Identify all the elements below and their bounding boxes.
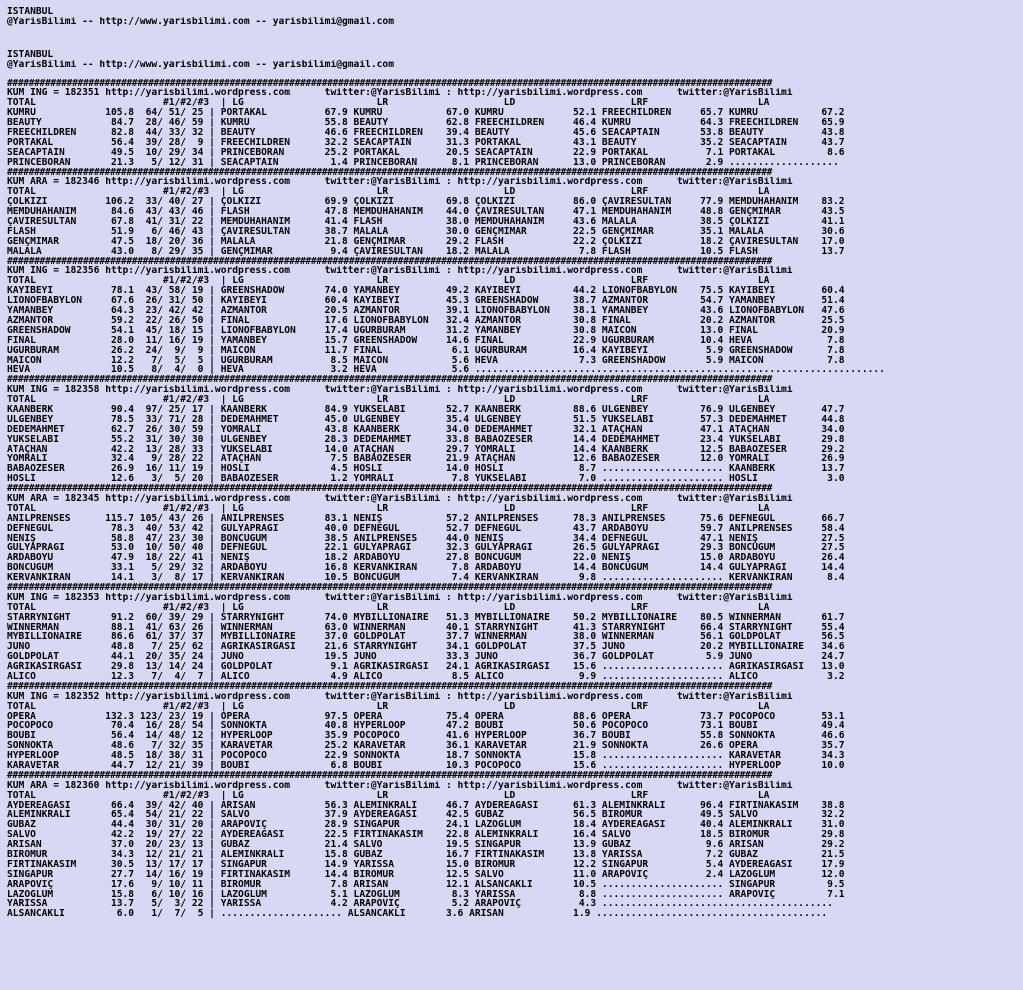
report-page: [7, 7, 1019, 919]
table-row: KAYIBEYİ 78.1 43/ 58/ 19 | GREENSHADOW 74.0 YAMANBEY 49.2 KAYIBEYİ 44.2 LIONOFBABYLON 75.5 KAYIBEYİ 60.4: [7, 286, 845, 297]
table-row: BABAÖZESER 26.9 16/ 11/ 19 | HOSLİ 4.5 HOSLİ 14.0 HOSLİ 8.7 ..................... KAANBERK 13.7: [7, 464, 845, 475]
table-row: ATAÇHAN 42.2 13/ 28/ 33 | YÜKSELABİ 14.0 ATAÇHAN 29.7 YOMRALI 14.4 KAANBERK 12.5 BABAÖZESER 29.2: [7, 444, 845, 455]
hash-rule: #############################################################################################################################################: [7, 78, 773, 89]
table-row: WINNERMAN 88.1 41/ 63/ 26 | WINNERMAN 63.0 WINNERMAN 40.1 STARRYNIGHT 41.3 STARRYNIGHT 66.4 STARRYNIGHT 55.4: [7, 622, 845, 633]
race-block: [7, 484, 1019, 583]
table-row: GULYAPRAĞI 53.0 10/ 50/ 40 | DEFNEGÜL 22.1 GULYAPRAĞI 32.3 GULYAPRAĞI 26.5 GULYAPRAĞI 29.3 BONCUGUM 27.5: [7, 543, 845, 554]
column-header: TOTAL #1/#2/#3 | LG LR LD LRF LA: [7, 395, 770, 405]
race-block: [7, 583, 1019, 682]
table-row: FİNAL 28.0 11/ 16/ 19 | YAMANBEY 15.7 GREENSHADOW 14.6 FİNAL 22.9 UGURBURAM 10.4 HEVA 7.8: [7, 335, 845, 346]
table-row: KARAVETAR 44.7 12/ 21/ 39 | BOUBI 6.8 BOUBI 10.3 POCOPOCO 15.6 ..................... HYPERLOOP 10.0: [7, 761, 845, 771]
race-title: KUM ING = 182356 http://yarisbilimi.wordpress.com twitter:@YarisBilimi : http://yarisbilimi.wordpress.com twitter:@YarisBilimi: [7, 266, 793, 277]
header-gap-2: [7, 70, 1019, 79]
table-row: ARAPOVİÇ 17.6 9/ 10/ 11 | BİROMUR 7.8 ARİSAN 12.1 ALSANCAKLI 10.5 ..................... SİNGAPUR 9.5: [7, 879, 845, 890]
race-blocks: [7, 79, 1019, 920]
race-block: [7, 771, 1019, 919]
table-row: HYPERLOOP 48.5 18/ 38/ 31 | POCOPOCO 22.9 SONNOKTA 18.7 SONNOKTA 15.8 ..................... KARAVETAR 34.3: [7, 751, 845, 762]
column-header: TOTAL #1/#2/#3 | LG LR LD LRF LA: [7, 602, 770, 613]
table-row: OPERA 132.3 123/ 23/ 19 | OPERA 97.5 OPERA 75.4 OPERA 88.6 OPERA 73.7 POCOPOCO 53.1: [7, 711, 845, 722]
table-row: LAZOGLUM 15.8 6/ 10/ 16 | LAZOGLUM 5.1 LAZOGLUM 8.3 YARISSA 8.8 ..................... ARAPOVİÇ 7.1: [7, 889, 845, 900]
table-row: ARDABOYU 47.9 18/ 22/ 41 | NENİŞ 18.2 ARDABOYU 27.8 BONCUGUM 22.0 NENİŞ 15.0 ARDABOYU 26.4: [7, 553, 845, 564]
table-row: AYDEREAĞASI 66.4 39/ 42/ 40 | ARISAN 56.3 ALEMİNKRALI 46.7 AYDEREAĞASI 61.3 ALEMİNKRALI 96.4 FIRTINAKASIM 38.8: [7, 800, 845, 811]
table-row: ARİSAN 37.0 20/ 23/ 13 | GUBAZ 21.4 SALVO 19.5 SİNGAPUR 13.9 GUBAZ 9.6 ARİSAN 29.2: [7, 840, 845, 851]
header-city: ISTANBUL: [7, 7, 54, 17]
table-row: FREECHILDREN 82.8 44/ 33/ 32 | BEAUTY 46.6 FREECHILDREN 39.4 BEAUTY 45.6 SEACAPTAIN 53.8 BEAUTY 43.8: [7, 128, 845, 138]
table-row: BONCUGUM 33.1 5/ 29/ 32 | ARDABOYU 16.8 KERVANKIRAN 7.8 ARDABOYU 14.4 BONCUGUM 14.4 GULYAPRAĞI 14.4: [7, 563, 845, 574]
race-title: KUM ARA = 182345 http://yarisbilimi.wordpress.com twitter:@YarisBilimi : http://yarisbilimi.wordpress.com twitter:@YarisBilimi: [7, 493, 793, 504]
table-row: SALVO 42.2 19/ 27/ 22 | AYDEREAĞASI 22.5 FIRTINAKASIM 22.8 ALEMİNKRALI 16.4 SALVO 18.5 BİROMUR 29.8: [7, 830, 845, 841]
column-header: TOTAL #1/#2/#3 | LG LR LD LRF LA: [7, 701, 770, 712]
table-row: BOUBI 56.4 14/ 48/ 12 | HYPERLOOP 35.9 POCOPOCO 41.6 HYPERLOOP 36.7 BOUBI 55.8 SONNOKTA 46.6: [7, 731, 845, 742]
table-row: LIONOFBABYLON 67.6 26/ 31/ 50 | KAYIBEYİ 60.4 KAYIBEYİ 45.3 GREENSHADOW 38.7 AZMANTOR 54.7 YAMANBEY 51.4: [7, 296, 845, 307]
column-header: TOTAL #1/#2/#3 | LG LR LD LRF LA: [7, 503, 770, 514]
table-row: DEFNEGÜL 78.3 40/ 53/ 42 | GULYAPRAGI 40.0 DEFNEGÜL 52.7 DEFNEGÜL 43.7 ARDABOYU 59.7 ANILPRENSES 58.4: [7, 523, 845, 534]
table-row: ÇAVIRESULTAN 67.8 41/ 31/ 22 | MEMDUHAHANIM 41.4 FLASH 38.0 MEMDUHAHANIM 43.6 MALALA 38.5 ÇOLKIZI 41.1: [7, 217, 845, 227]
table-row: PORTAKAL 56.4 39/ 28/ 9 | FREECHILDREN 32.2 SEACAPTAIN 31.3 PORTAKAL 43.1 BEAUTY 35.2 SEACAPTAIN 43.7: [7, 137, 845, 148]
table-row: GREENSHADOW 54.1 45/ 18/ 15 | LIONOFBABYLON 17.4 UGURBURAM 31.2 YAMANBEY 30.8 MAİCON 13.0 FİNAL 20.9: [7, 325, 845, 336]
table-row: SONNOKTA 48.6 7/ 32/ 35 | KARAVETAR 25.2 KARAVETAR 36.1 KARAVETAR 21.9 SONNOKTA 26.6 OPERA 35.7: [7, 741, 845, 752]
table-row: YOMRALI 32.4 9/ 28/ 22 | ATAÇHAN 7.5 BABAÖZESER 21.9 ATAÇHAN 12.6 BABAÖZESER 12.0 YOMRALI 26.9: [7, 454, 845, 465]
table-row: YÜKSELABİ 55.2 31/ 30/ 30 | ÜLGENBEY 28.3 DEDEMAHMET 33.8 BABAÖZESER 14.4 DEDEMAHMET 23.4 YÜKSELABİ 29.8: [7, 434, 845, 445]
race-title: KUM ING = 182352 http://yarisbilimi.wordpress.com twitter:@YarisBilimi : http://yarisbilimi.wordpress.com twitter:@YarisBilimi: [7, 691, 793, 702]
race-title: KUM ARA = 182346 http://yarisbilimi.wordpress.com twitter:@YarisBilimi : http://yarisbilimi.wordpress.com twitter:@YarisBilimi: [7, 177, 793, 188]
table-row: ÇOLKIZI 106.2 33/ 40/ 27 | ÇOLKIZI 69.9 ÇOLKIZI 69.8 ÇOLKIZI 86.0 ÇAVIRESULTAN 77.9 MEMDUHAHANIM 83.2: [7, 197, 845, 208]
hash-rule: #############################################################################################################################################: [7, 582, 773, 593]
hash-rule: #############################################################################################################################################: [7, 167, 773, 178]
table-row: ALİCO 12.3 7/ 4/ 7 | ALİCO 4.9 ALİCO 8.5 ALİCO 9.9 ..................... ALİCO 3.2: [7, 672, 845, 682]
table-row: MEMDUHAHANIM 84.6 43/ 43/ 46 | FLASH 47.8 MEMDUHAHANIM 44.0 ÇAVIRESULTAN 47.1 MEMDUHAHANIM 48.8 GENÇMİMAR 43.5: [7, 207, 845, 218]
table-row: BİROMUR 34.3 12/ 21/ 21 | ALEMİNKRALI 15.8 GUBAZ 16.7 FIRTINAKASIM 13.8 YARISSA 7.2 GUBAZ 21.5: [7, 850, 845, 860]
hash-rule: #############################################################################################################################################: [7, 484, 773, 494]
race-block: [7, 682, 1019, 771]
header-gap: [7, 27, 1019, 50]
header-credit-repeat: @YarisBilimi -- http://www.yarisbilimi.com -- yarisbilimi@gmail.com: [7, 59, 394, 70]
table-row: GOLDPOLAT 44.1 20/ 35/ 24 | JUNO 19.5 JUNO 33.3 JUNO 36.7 GOLDPOLAT 5.9 JUNO 24.7: [7, 652, 845, 663]
table-row: HEVA 10.5 8/ 4/ 0 | HEVA 3.2 HEVA 5.6 .......................................................................: [7, 365, 885, 376]
table-row: PRINCEBORAN 21.3 5/ 12/ 31 | SEACAPTAIN 1.4 PRINCEBORAN 8.1 PRINCEBORAN 13.0 PRINCEBORAN 2.9 ...................: [7, 157, 839, 168]
table-row: YARISSA 13.7 5/ 3/ 22 | YARISSA 4.2 ARAPOVİÇ 5.2 ARAPOVİÇ 4.3 ........................................: [7, 899, 833, 910]
table-row: FLASH 51.9 6/ 46/ 43 | ÇAVIRESULTAN 38.7 MALALA 30.0 GENÇMİMAR 22.5 GENÇMİMAR 35.1 MALALA 30.6: [7, 226, 845, 237]
table-row: MALALA 43.0 8/ 29/ 35 | GENÇMİMAR 9.4 ÇAVIRESULTAN 18.2 MALALA 7.8 FLASH 10.5 FLASH 13.7: [7, 246, 845, 257]
header-city-repeat: ISTANBUL: [7, 49, 54, 60]
table-row: MYBILLIONAIRE 86.6 61/ 37/ 37 | MYBILLIONAIRE 37.0 GOLDPOLAT 37.7 WINNERMAN 38.0 WINNERMAN 56.1 GOLDPOLAT 56.5: [7, 632, 845, 643]
table-row: STARRYNIGHT 91.2 60/ 39/ 29 | STARRYNIGHT 74.0 MYBILLIONAIRE 51.3 MYBILLIONAIRE 50.2 MYBILLIONAIRE 80.5 WINNERMAN 61.7: [7, 612, 845, 623]
race-block: [7, 168, 1019, 257]
hash-rule: #############################################################################################################################################: [7, 681, 773, 692]
table-row: ALSANCAKLI 6.0 1/ 7/ 5 | ..................... ALSANCAKLI 3.6 ARİSAN 1.9 ........................................: [7, 909, 828, 920]
table-row: JUNO 48.8 7/ 25/ 62 | AGRIKASIRGASI 21.6 STARRYNIGHT 34.1 GOLDPOLAT 37.5 JUNO 20.2 MYBILLIONAIRE 34.6: [7, 642, 845, 653]
hash-rule: #############################################################################################################################################: [7, 375, 773, 386]
hash-rule: #############################################################################################################################################: [7, 256, 773, 267]
table-row: KAANBERK 90.4 97/ 25/ 17 | KAANBERK 84.9 YÜKSELABİ 52.7 KAANBERK 88.6 ÜLGENBEY 76.9 ÜLGENBEY 47.7: [7, 404, 845, 415]
table-row: POCOPOCO 70.4 16/ 28/ 54 | SONNOKTA 40.8 HYPERLOOP 47.2 BOUBI 50.6 POCOPOCO 73.1 BOUBI 49.4: [7, 721, 845, 732]
race-title: KUM ARA = 182360 http://yarisbilimi.wordpress.com twitter:@YarisBilimi : http://yarisbilimi.wordpress.com twitter:@YarisBilimi: [7, 780, 793, 791]
column-header: TOTAL #1/#2/#3 | LG LR LD LRF LA: [7, 98, 770, 109]
table-row: DEDEMAHMET 62.7 26/ 30/ 59 | YOMRALI 43.8 KAANBERK 34.0 DEDEMAHMET 32.1 ATAÇHAN 47.1 ATAÇHAN 34.0: [7, 424, 845, 435]
table-row: FIRTINAKASIM 30.5 13/ 17/ 17 | SİNGAPUR 14.9 YARISSA 15.0 BİROMUR 12.2 SİNGAPUR 5.4 AYDEREAĞASI 17.9: [7, 859, 845, 870]
table-row: UGURBURAM 26.2 24/ 9/ 9 | MAİCON 11.7 FİNAL 6.1 UGURBURAM 16.4 KAYIBEYİ 5.9 GREENSHADOW 7.8: [7, 345, 845, 356]
table-row: SİNGAPUR 27.7 14/ 16/ 19 | FIRTINAKASIM 14.4 BİROMUR 12.5 SALVO 11.0 ARAPOVİÇ 2.4 LAZOGLUM 12.0: [7, 869, 845, 880]
race-title: KUM ING = 182358 http://yarisbilimi.wordpress.com twitter:@YarisBilimi : http://yarisbilimi.wordpress.com twitter:@YarisBilimi: [7, 385, 793, 396]
race-block: [7, 375, 1019, 484]
table-row: KUMRU 105.8 64/ 51/ 25 | PORTAKAL 67.9 KUMRU 67.0 KUMRU 52.1 FREECHILDREN 65.7 KUMRU 67.2: [7, 108, 845, 119]
table-row: SEACAPTAIN 49.5 10/ 29/ 34 | PRINCEBORAN 25.2 PORTAKAL 20.5 SEACAPTAIN 22.9 PORTAKAL 7.1 PORTAKAL 8.6: [7, 147, 845, 158]
table-row: ÜLGENBEY 78.5 33/ 71/ 28 | DEDEMAHMET 45.0 ÜLGENBEY 35.4 ÜLGENBEY 51.5 YÜKSELABİ 57.3 DEDEMAHMET 44.8: [7, 414, 845, 425]
column-header: TOTAL #1/#2/#3 | LG LR LD LRF LA: [7, 187, 770, 198]
column-header: TOTAL #1/#2/#3 | LG LR LD LRF LA: [7, 276, 770, 287]
table-row: AZMANTOR 59.2 22/ 26/ 50 | FİNAL 17.6 LIONOFBABYLON 32.4 AZMANTOR 30.8 FİNAL 20.2 AZMANTOR 25.5: [7, 315, 845, 326]
hash-rule: #############################################################################################################################################: [7, 770, 773, 781]
table-row: GUBAZ 44.4 30/ 31/ 20 | ARAPOVİÇ 28.9 SİNGAPUR 24.1 LAZOGLUM 18.4 AYDEREAĞASI 40.4 ALEMİNKRALI 31.0: [7, 820, 845, 831]
table-row: HOSLİ 12.6 3/ 5/ 20 | BABAÖZESER 1.2 YOMRALI 7.8 YÜKSELABİ 7.0 ..................... HOSLİ 3.0: [7, 474, 845, 485]
table-row: MAİCON 12.2 7/ 5/ 5 | UGURBURAM 8.5 MAİCON 5.6 HEVA 7.3 GREENSHADOW 5.9 MAİCON 7.8: [7, 355, 845, 366]
race-block: [7, 257, 1019, 376]
table-row: KERVANKIRAN 14.1 3/ 8/ 17 | KERVANKIRAN 10.5 BONCUGUM 7.4 KERVANKIRAN 9.8 ..................... KERVANKIRAN 8.4: [7, 573, 845, 583]
table-row: GENÇMİMAR 47.5 18/ 20/ 36 | MALALA 21.8 GENÇMİMAR 29.2 FLASH 22.2 ÇOLKIZI 18.2 ÇAVIRESULTAN 17.0: [7, 236, 845, 247]
race-title: KUM ING = 182353 http://yarisbilimi.wordpress.com twitter:@YarisBilimi : http://yarisbilimi.wordpress.com twitter:@YarisBilimi: [7, 592, 793, 603]
race-block: [7, 79, 1019, 168]
table-row: BEAUTY 84.7 28/ 46/ 59 | KUMRU 55.8 BEAUTY 62.8 FREECHILDREN 46.4 KUMRU 64.3 FREECHILDREN 65.9: [7, 118, 845, 129]
table-row: YAMANBEY 64.3 23/ 42/ 42 | AZMANTOR 20.5 AZMANTOR 39.1 LIONOFBABYLON 38.1 YAMANBEY 43.6 LIONOFBABYLON 47.6: [7, 306, 845, 316]
table-row: NENİŞ 58.8 47/ 23/ 30 | BONCUGUM 38.5 ANILPRENSES 44.0 NENİŞ 34.4 DEFNEGÜL 47.1 NENİŞ 27.5: [7, 533, 845, 544]
table-row: AGRIKASIRGASI 29.8 13/ 14/ 24 | GOLDPOLAT 9.1 AGRIKASIRGASI 24.1 AGRIKASIRGASI 15.6 ..................... AGRIKASIRGASI 13.0: [7, 662, 845, 672]
table-row: ANILPRENSES 115.7 105/ 43/ 26 | ANILPRENSES 83.1 NENİŞ 57.2 ANILPRENSES 78.3 ANILPRENSES 75.6 DEFNEGÜL 66.7: [7, 513, 845, 524]
race-title: KUM ING = 182351 http://yarisbilimi.wordpress.com twitter:@YarisBilimi : http://yarisbilimi.wordpress.com twitter:@YarisBilimi: [7, 88, 793, 99]
header-credit: @YarisBilimi -- http://www.yarisbilimi.com -- yarisbilimi@gmail.com: [7, 16, 394, 27]
table-row: ALEMİNKRALI 65.4 54/ 21/ 22 | SALVO 37.9 AYDEREAĞASI 42.5 GUBAZ 56.5 BİROMUR 49.5 SALVO 32.2: [7, 810, 845, 821]
column-header: TOTAL #1/#2/#3 | LG LR LD LRF LA: [7, 790, 770, 801]
